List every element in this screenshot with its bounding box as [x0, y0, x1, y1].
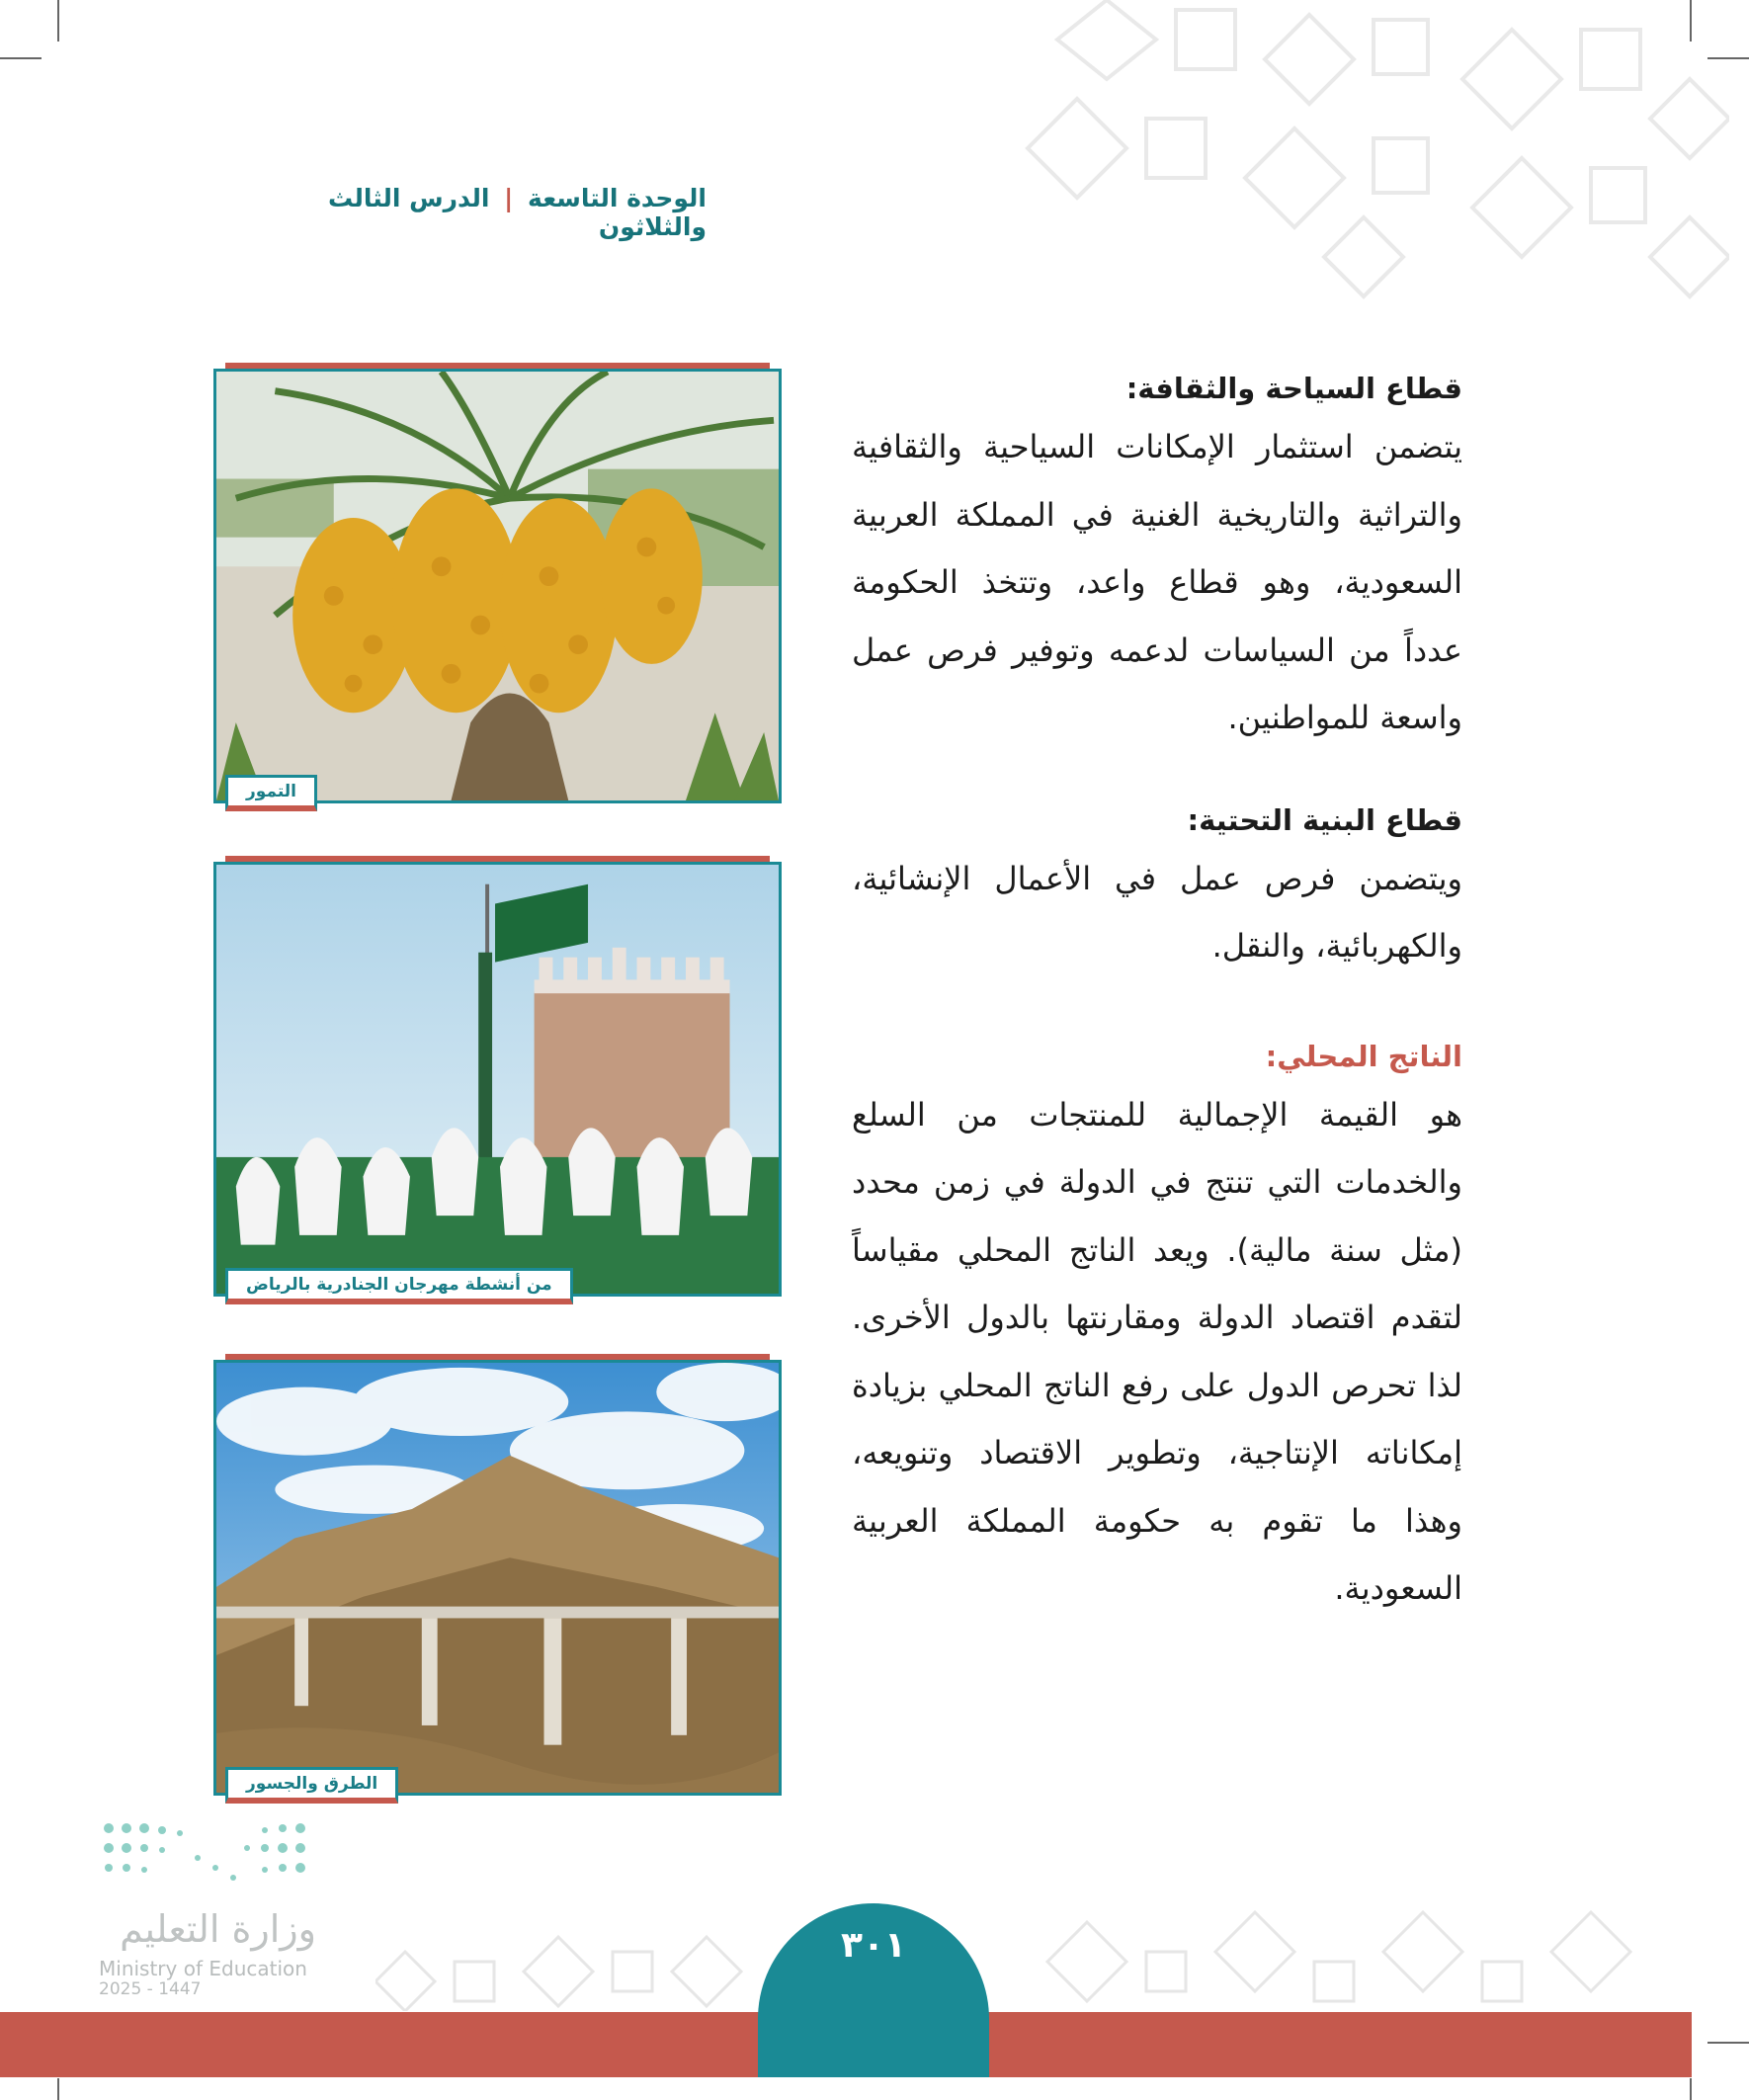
lesson-label: الدرس الثالث والثلاثون [328, 184, 707, 241]
section-title-gdp: الناتج المحلي: [1265, 1039, 1462, 1073]
unit-label: الوحدة التاسعة [528, 184, 707, 212]
figure-dates [213, 369, 782, 803]
section-body-tourism: يتضمن استثمار الإمكانات السياحية والثقافية والتراثية والتاريخية الغنية في المملكة العربية السعودية، وهو قطاع واعد، وتتخذ الحكومة عدداً من السياسات لدعمه وتوفير فرص عمل واسعة للمواطنين. [852, 428, 1462, 736]
section-body-gdp: هو القيمة الإجمالية للمنتجات من السلع والخدمات التي تنتج في الدولة في زمن محدد (مثل سنة مالية). ويعد الناتج المحلي مقياساً لتقدم اقتصاد الدولة ومقارنتها بالدول الأخرى. لذا تحرص الدول على رفع الناتج المحلي بزيادة إمكاناته الإنتاجية، وتطوير الاقتصاد وتنويعه، وهذا ما تقوم به حكومة المملكة العربية السعودية. [852, 1095, 1462, 1607]
section-title-infrastructure: قطاع البنية التحتية: [1187, 802, 1462, 837]
crop-mark [0, 57, 42, 59]
bridge-photo [216, 1363, 779, 1793]
figure-caption: من أنشطة مهرجان الجنادرية بالرياض [225, 1268, 573, 1304]
decorative-pattern [998, 0, 1729, 316]
figure-caption: الطرق والجسور [225, 1767, 398, 1804]
main-text [852, 364, 1462, 1623]
figure-caption: التمور [225, 775, 317, 811]
decorative-pattern [375, 1892, 1680, 2011]
page-number: ٣٠١ [841, 1925, 906, 1966]
ministry-name-arabic: وزارة التعليم [120, 1907, 316, 1951]
dates-photo [216, 372, 779, 800]
ministry-year: 2025 - 1447 [99, 1979, 202, 1999]
section-body-infrastructure: ويتضمن فرص عمل في الأعمال الإنشائية، والكهربائية، والنقل. [852, 859, 1462, 965]
crop-mark [57, 0, 59, 42]
crop-mark [57, 2078, 59, 2100]
janadriyah-photo [216, 865, 779, 1294]
section-title-tourism: قطاع السياحة والثقافة: [1125, 372, 1462, 405]
header-separator: | [504, 184, 514, 212]
ministry-logo-icon [99, 1818, 336, 1897]
crop-mark [1690, 2078, 1692, 2100]
figure-janadriyah [213, 862, 782, 1297]
crop-mark [1707, 2042, 1749, 2044]
ministry-name-english: Ministry of Education [99, 1957, 307, 1980]
figure-bridges [213, 1360, 782, 1796]
unit-lesson-header [212, 184, 707, 241]
